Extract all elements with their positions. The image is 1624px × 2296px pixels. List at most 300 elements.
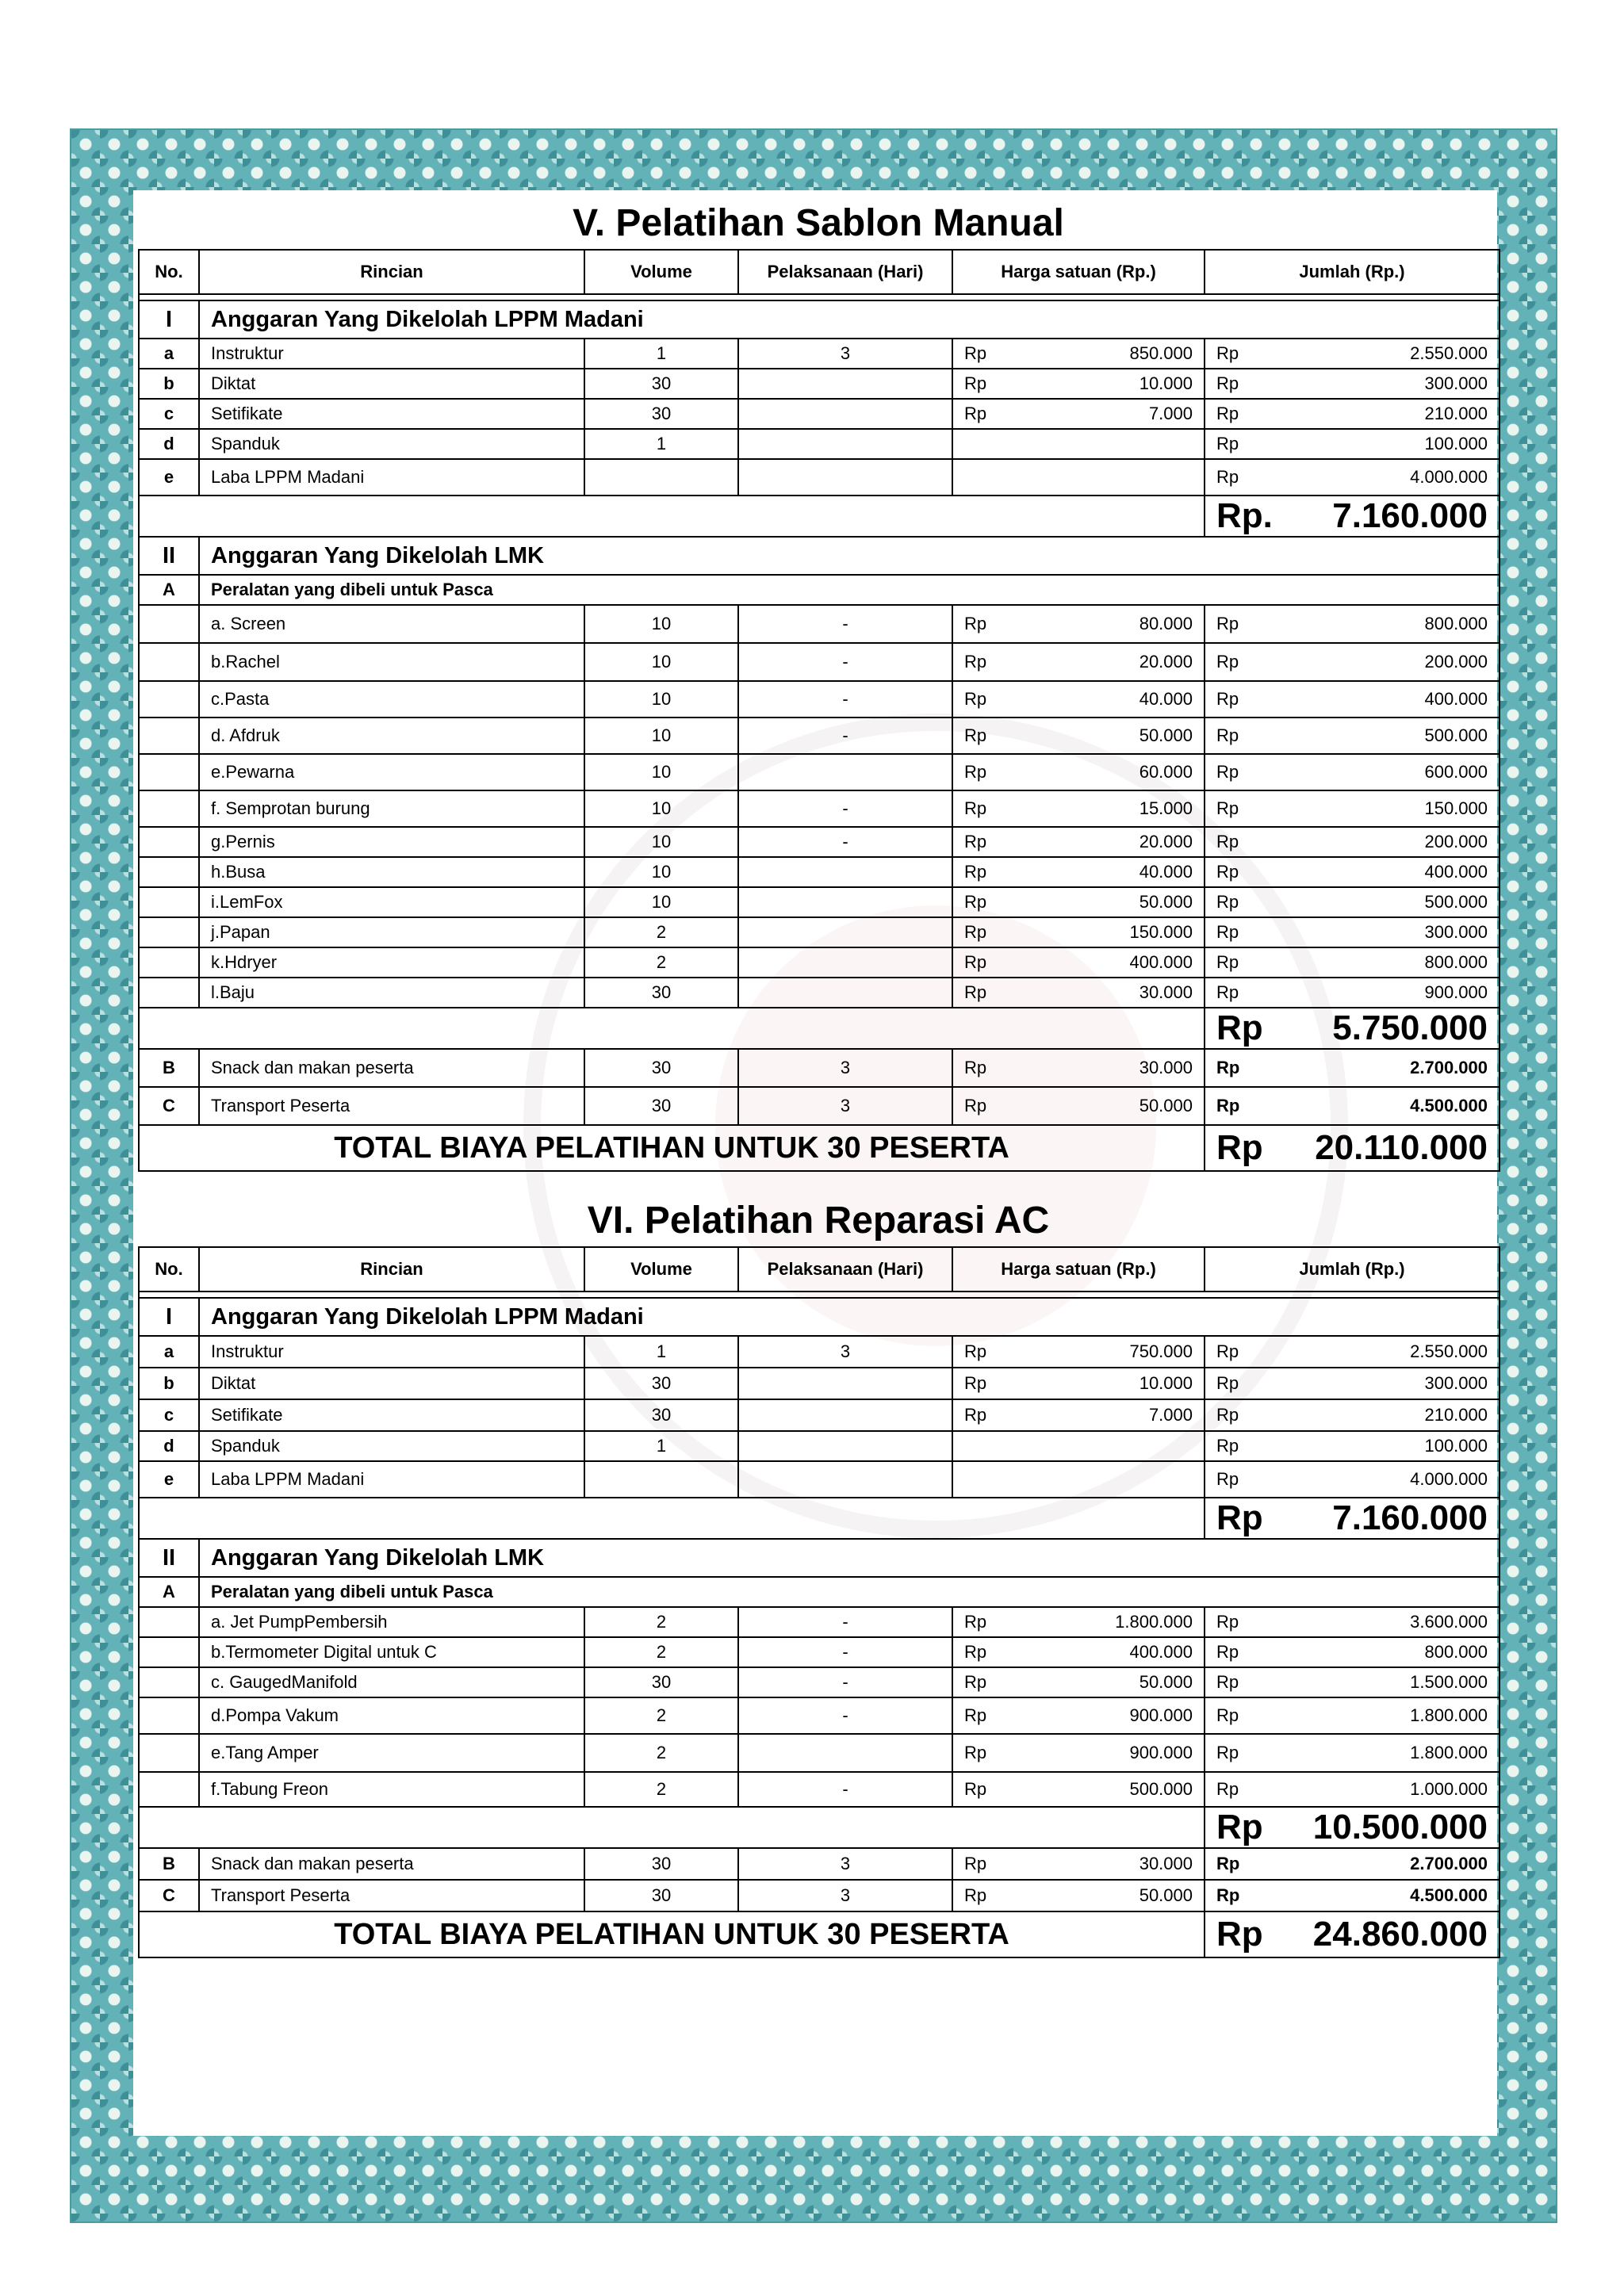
- row-name: b.Rachel: [199, 643, 584, 681]
- row-total: [1205, 754, 1500, 790]
- row-days: [738, 429, 952, 459]
- section-title: VI. Pelatihan Reparasi AC: [587, 1200, 1050, 1242]
- currency-label: Rp: [1216, 1058, 1240, 1077]
- amount-value: 50.000: [1139, 1096, 1193, 1115]
- currency-label: Rp: [964, 373, 987, 393]
- row-total: [1205, 1734, 1500, 1772]
- row-volume: 10: [584, 887, 738, 917]
- amount-value: 20.000: [1139, 652, 1193, 672]
- table-row: [139, 643, 1500, 681]
- row-no: [139, 917, 199, 947]
- currency-label: Rp: [1216, 404, 1239, 423]
- row-total: [1205, 605, 1500, 643]
- row-volume: [584, 1461, 738, 1498]
- amount-value: 7.000: [1148, 404, 1193, 423]
- amount-value: 150.000: [1424, 798, 1488, 818]
- currency-label: Rp: [964, 1341, 987, 1361]
- amount-value: 4.000.000: [1410, 467, 1488, 487]
- group-label: Anggaran Yang Dikelolah LMK: [199, 537, 1500, 575]
- amount-value: 20.000: [1139, 832, 1193, 851]
- subgroup-row: [139, 575, 1500, 605]
- row-volume: 30: [584, 1368, 738, 1399]
- amount-value: 900.000: [1424, 982, 1488, 1002]
- row-volume: 10: [584, 643, 738, 681]
- subtotal-spacer: [139, 1008, 1205, 1049]
- amount-value: 400.000: [1424, 689, 1488, 709]
- amount-value: 100.000: [1424, 434, 1488, 453]
- currency-label: Rp: [964, 1096, 987, 1115]
- row-days: -: [738, 605, 952, 643]
- table-header: [139, 250, 1500, 294]
- amount-value: 850.000: [1129, 343, 1193, 363]
- row-no: d: [139, 429, 199, 459]
- table-row: [139, 1637, 1500, 1667]
- subtotal-value: 10.500.000: [1312, 1808, 1488, 1846]
- row-volume: 30: [584, 1848, 738, 1880]
- amount-value: 600.000: [1424, 762, 1488, 782]
- currency-label: Rp: [1216, 1436, 1239, 1456]
- amount-value: 50.000: [1139, 892, 1193, 912]
- row-total: [1205, 718, 1500, 754]
- currency-label: Rp: [1216, 1498, 1263, 1537]
- currency-label: Rp: [964, 1779, 987, 1799]
- row-days: -: [738, 718, 952, 754]
- amount-value: 800.000: [1424, 1642, 1488, 1662]
- group-row: [139, 1298, 1500, 1336]
- row-days: [738, 978, 952, 1008]
- amount-value: 150.000: [1129, 922, 1193, 942]
- currency-label: Rp: [964, 798, 987, 818]
- table-header: [139, 1247, 1500, 1292]
- row-volume: 2: [584, 1697, 738, 1734]
- row-name: a. Screen: [199, 605, 584, 643]
- row-name: k.Hdryer: [199, 947, 584, 978]
- row-price: [952, 917, 1205, 947]
- row-volume: 10: [584, 681, 738, 718]
- group-label: Anggaran Yang Dikelolah LPPM Madani: [199, 1298, 1500, 1336]
- amount-value: 500.000: [1424, 725, 1488, 745]
- currency-label: Rp: [964, 1705, 987, 1725]
- amount-value: 300.000: [1424, 373, 1488, 393]
- row-total: [1205, 1461, 1500, 1498]
- row-no: b: [139, 369, 199, 399]
- currency-label: Rp: [1216, 1341, 1239, 1361]
- row-no: [139, 605, 199, 643]
- table-row: [139, 917, 1500, 947]
- row-total: [1205, 1607, 1500, 1637]
- currency-label: Rp: [964, 404, 987, 423]
- currency-label: Rp: [1216, 1885, 1240, 1905]
- row-no: a: [139, 1336, 199, 1368]
- group-label: Anggaran Yang Dikelolah LMK: [199, 1539, 1500, 1577]
- row-days: -: [738, 827, 952, 857]
- table-row: [139, 1461, 1500, 1498]
- grand-total-label: TOTAL BIAYA PELATIHAN UNTUK 30 PESERTA: [139, 1911, 1205, 1957]
- row-days: 3: [738, 1336, 952, 1368]
- amount-value: 50.000: [1139, 1672, 1193, 1692]
- row-days: [738, 887, 952, 917]
- currency-label: Rp: [964, 1854, 987, 1873]
- row-name: d. Afdruk: [199, 718, 584, 754]
- currency-label: Rp: [1216, 373, 1239, 393]
- amount-value: 10.000: [1139, 1373, 1193, 1393]
- row-name: d.Pompa Vakum: [199, 1697, 584, 1734]
- currency-label: Rp.: [1216, 496, 1273, 535]
- row-total: [1205, 1772, 1500, 1807]
- group-no: I: [139, 300, 199, 339]
- currency-label: Rp: [1216, 1854, 1240, 1873]
- row-volume: 30: [584, 399, 738, 429]
- currency-label: Rp: [1216, 652, 1239, 672]
- header-no: No.: [139, 1247, 199, 1292]
- row-no: b: [139, 1368, 199, 1399]
- row-volume: 2: [584, 917, 738, 947]
- amount-value: 900.000: [1129, 1743, 1193, 1762]
- table-row: [139, 1336, 1500, 1368]
- amount-value: 4.500.000: [1410, 1885, 1488, 1905]
- header-rincian: Rincian: [199, 250, 584, 294]
- row-no: c: [139, 399, 199, 429]
- row-price: [952, 718, 1205, 754]
- subtotal-cell: [1205, 496, 1500, 537]
- currency-label: Rp: [1216, 1096, 1240, 1115]
- currency-label: Rp: [964, 614, 987, 633]
- currency-label: Rp: [1216, 922, 1239, 942]
- row-volume: 30: [584, 978, 738, 1008]
- header-volume: Volume: [584, 1247, 738, 1292]
- row-days: 3: [738, 1880, 952, 1911]
- amount-value: 2.550.000: [1410, 1341, 1488, 1361]
- row-no: C: [139, 1880, 199, 1911]
- row-volume: 2: [584, 1734, 738, 1772]
- table-row: [139, 369, 1500, 399]
- currency-label: Rp: [1216, 952, 1239, 972]
- amount-value: 40.000: [1139, 862, 1193, 882]
- row-no: [139, 887, 199, 917]
- amount-value: 2.550.000: [1410, 343, 1488, 363]
- grand-total-row: [139, 1911, 1500, 1957]
- table-row: [139, 339, 1500, 369]
- subtotal-row: [139, 496, 1500, 537]
- row-days: -: [738, 790, 952, 827]
- row-price: [952, 887, 1205, 917]
- row-price: [952, 681, 1205, 718]
- row-days: [738, 369, 952, 399]
- row-no: c: [139, 1399, 199, 1431]
- amount-value: 30.000: [1139, 1058, 1193, 1077]
- row-total: [1205, 1399, 1500, 1431]
- amount-value: 50.000: [1139, 725, 1193, 745]
- grand-total-value: 24.860.000: [1312, 1915, 1488, 1954]
- group-row: [139, 300, 1500, 339]
- amount-value: 100.000: [1424, 1436, 1488, 1456]
- amount-value: 210.000: [1424, 1405, 1488, 1425]
- row-days: [738, 1461, 952, 1498]
- table-row: [139, 1399, 1500, 1431]
- subtotal-cell: [1205, 1807, 1500, 1848]
- table-row: [139, 1049, 1500, 1087]
- currency-label: Rp: [1216, 1373, 1239, 1393]
- row-no: [139, 790, 199, 827]
- table-row: [139, 947, 1500, 978]
- table-row: [139, 1880, 1500, 1911]
- currency-label: Rp: [1216, 1779, 1239, 1799]
- currency-label: Rp: [1216, 1672, 1239, 1692]
- header-pelaksanaan: Pelaksanaan (Hari): [738, 250, 952, 294]
- row-name: l.Baju: [199, 978, 584, 1008]
- row-name: a. Jet PumpPembersih: [199, 1607, 584, 1637]
- row-name: j.Papan: [199, 917, 584, 947]
- row-total: [1205, 917, 1500, 947]
- currency-label: Rp: [1216, 1705, 1239, 1725]
- row-name: Instruktur: [199, 1336, 584, 1368]
- currency-label: Rp: [964, 862, 987, 882]
- group-no: I: [139, 1298, 199, 1336]
- row-price: [952, 369, 1205, 399]
- row-price: [952, 1431, 1205, 1461]
- table-row: [139, 1772, 1500, 1807]
- currency-label: Rp: [1216, 762, 1239, 782]
- row-volume: 2: [584, 1607, 738, 1637]
- grand-total-cell: [1205, 1125, 1500, 1171]
- amount-value: 15.000: [1139, 798, 1193, 818]
- row-name: Transport Peserta: [199, 1087, 584, 1125]
- currency-label: Rp: [964, 1058, 987, 1077]
- row-price: [952, 827, 1205, 857]
- currency-label: Rp: [964, 762, 987, 782]
- subtotal-spacer: [139, 496, 1205, 537]
- currency-label: Rp: [964, 725, 987, 745]
- row-days: 3: [738, 1049, 952, 1087]
- spacer: [139, 294, 1500, 300]
- row-name: e.Pewarna: [199, 754, 584, 790]
- row-days: -: [738, 1607, 952, 1637]
- amount-value: 1.800.000: [1410, 1743, 1488, 1762]
- row-days: 3: [738, 1848, 952, 1880]
- row-price: [952, 1637, 1205, 1667]
- row-name: Snack dan makan peserta: [199, 1049, 584, 1087]
- currency-label: Rp: [1216, 1743, 1239, 1762]
- currency-label: Rp: [1216, 1405, 1239, 1425]
- row-price: [952, 1772, 1205, 1807]
- subgroup-label: Peralatan yang dibeli untuk Pasca: [199, 575, 1500, 605]
- currency-label: Rp: [964, 652, 987, 672]
- currency-label: Rp: [964, 832, 987, 851]
- table-row: [139, 1848, 1500, 1880]
- amount-value: 400.000: [1129, 952, 1193, 972]
- row-total: [1205, 429, 1500, 459]
- currency-label: Rp: [1216, 689, 1239, 709]
- row-volume: [584, 459, 738, 496]
- row-name: Instruktur: [199, 339, 584, 369]
- amount-value: 4.000.000: [1410, 1469, 1488, 1489]
- grand-total-value: 20.110.000: [1315, 1128, 1488, 1167]
- header-volume: Volume: [584, 250, 738, 294]
- currency-label: Rp: [1216, 1612, 1239, 1632]
- currency-label: Rp: [1216, 1808, 1263, 1846]
- row-days: 3: [738, 339, 952, 369]
- amount-value: 1.800.000: [1115, 1612, 1193, 1632]
- amount-value: 500.000: [1424, 892, 1488, 912]
- header-no: No.: [139, 250, 199, 294]
- row-total: [1205, 1368, 1500, 1399]
- budget-table: [138, 1246, 1500, 1958]
- currency-label: Rp: [964, 1373, 987, 1393]
- amount-value: 1.000.000: [1410, 1779, 1488, 1799]
- row-name: c. GaugedManifold: [199, 1667, 584, 1697]
- row-total: [1205, 1848, 1500, 1880]
- subgroup-label: Peralatan yang dibeli untuk Pasca: [199, 1577, 1500, 1607]
- row-name: i.LemFox: [199, 887, 584, 917]
- row-name: Transport Peserta: [199, 1880, 584, 1911]
- row-price: [952, 1336, 1205, 1368]
- table-row: [139, 718, 1500, 754]
- row-total: [1205, 827, 1500, 857]
- row-days: -: [738, 1637, 952, 1667]
- currency-label: Rp: [1216, 467, 1239, 487]
- subtotal-spacer: [139, 1807, 1205, 1848]
- row-volume: 30: [584, 1880, 738, 1911]
- row-volume: 10: [584, 605, 738, 643]
- row-price: [952, 1607, 1205, 1637]
- currency-label: Rp: [964, 1672, 987, 1692]
- row-days: [738, 857, 952, 887]
- group-label: Anggaran Yang Dikelolah LPPM Madani: [199, 300, 1500, 339]
- currency-label: Rp: [964, 343, 987, 363]
- row-days: -: [738, 1667, 952, 1697]
- row-price: [952, 459, 1205, 496]
- row-days: [738, 1734, 952, 1772]
- amount-value: 300.000: [1424, 922, 1488, 942]
- amount-value: 60.000: [1139, 762, 1193, 782]
- row-name: b.Termometer Digital untuk C: [199, 1637, 584, 1667]
- amount-value: 400.000: [1424, 862, 1488, 882]
- currency-label: Rp: [1216, 614, 1239, 633]
- row-price: [952, 1049, 1205, 1087]
- currency-label: Rp: [964, 922, 987, 942]
- row-price: [952, 1399, 1205, 1431]
- row-price: [952, 1087, 1205, 1125]
- section-sablon-manual: [138, 198, 1499, 1172]
- table-row: [139, 1431, 1500, 1461]
- row-name: Laba LPPM Madani: [199, 459, 584, 496]
- amount-value: 30.000: [1139, 1854, 1193, 1873]
- row-days: [738, 754, 952, 790]
- row-no: d: [139, 1431, 199, 1461]
- header-rincian: Rincian: [199, 1247, 584, 1292]
- row-total: [1205, 399, 1500, 429]
- subtotal-value: 7.160.000: [1332, 496, 1488, 535]
- row-volume: 10: [584, 754, 738, 790]
- row-days: [738, 1431, 952, 1461]
- currency-label: Rp: [964, 689, 987, 709]
- table-row: [139, 681, 1500, 718]
- row-days: -: [738, 1697, 952, 1734]
- table-row: [139, 1734, 1500, 1772]
- row-total: [1205, 339, 1500, 369]
- row-no: [139, 1734, 199, 1772]
- row-days: [738, 947, 952, 978]
- currency-label: Rp: [1216, 892, 1239, 912]
- amount-value: 1.500.000: [1410, 1672, 1488, 1692]
- table-row: [139, 754, 1500, 790]
- row-days: 3: [738, 1087, 952, 1125]
- currency-label: Rp: [1216, 798, 1239, 818]
- row-volume: 10: [584, 857, 738, 887]
- row-volume: 30: [584, 369, 738, 399]
- row-no: [139, 947, 199, 978]
- currency-label: Rp: [1216, 1469, 1239, 1489]
- row-days: -: [738, 1772, 952, 1807]
- row-total: [1205, 643, 1500, 681]
- table-row: [139, 1087, 1500, 1125]
- currency-label: Rp: [964, 1612, 987, 1632]
- row-volume: 1: [584, 1431, 738, 1461]
- row-total: [1205, 978, 1500, 1008]
- row-name: e.Tang Amper: [199, 1734, 584, 1772]
- row-days: [738, 459, 952, 496]
- row-price: [952, 947, 1205, 978]
- row-total: [1205, 369, 1500, 399]
- amount-value: 300.000: [1424, 1373, 1488, 1393]
- row-price: [952, 790, 1205, 827]
- row-name: Laba LPPM Madani: [199, 1461, 584, 1498]
- amount-value: 3.600.000: [1410, 1612, 1488, 1632]
- row-no: [139, 718, 199, 754]
- row-price: [952, 429, 1205, 459]
- currency-label: Rp: [964, 1743, 987, 1762]
- row-no: [139, 1697, 199, 1734]
- subtotal-cell: [1205, 1008, 1500, 1049]
- table-row: [139, 857, 1500, 887]
- row-no: [139, 681, 199, 718]
- amount-value: 1.800.000: [1410, 1705, 1488, 1725]
- row-price: [952, 1461, 1205, 1498]
- amount-value: 200.000: [1424, 652, 1488, 672]
- table-row: [139, 459, 1500, 496]
- row-price: [952, 399, 1205, 429]
- header-jumlah: Jumlah (Rp.): [1205, 250, 1500, 294]
- amount-value: 900.000: [1129, 1705, 1193, 1725]
- group-row: [139, 537, 1500, 575]
- row-name: f.Tabung Freon: [199, 1772, 584, 1807]
- row-volume: 1: [584, 429, 738, 459]
- group-no: II: [139, 537, 199, 575]
- row-volume: 30: [584, 1049, 738, 1087]
- row-no: [139, 827, 199, 857]
- amount-value: 80.000: [1139, 614, 1193, 633]
- row-no: B: [139, 1848, 199, 1880]
- row-total: [1205, 1697, 1500, 1734]
- header-pelaksanaan: Pelaksanaan (Hari): [738, 1247, 952, 1292]
- row-total: [1205, 1049, 1500, 1087]
- row-price: [952, 605, 1205, 643]
- currency-label: Rp: [964, 1642, 987, 1662]
- row-price: [952, 1734, 1205, 1772]
- group-no: II: [139, 1539, 199, 1577]
- row-price: [952, 1368, 1205, 1399]
- table-row: [139, 1368, 1500, 1399]
- row-volume: 30: [584, 1087, 738, 1125]
- row-no: [139, 754, 199, 790]
- row-no: [139, 857, 199, 887]
- amount-value: 10.000: [1139, 373, 1193, 393]
- row-volume: 30: [584, 1399, 738, 1431]
- row-name: Diktat: [199, 1368, 584, 1399]
- subtotal-spacer: [139, 1498, 1205, 1539]
- subgroup-no: A: [139, 575, 199, 605]
- grand-total-cell: [1205, 1911, 1500, 1957]
